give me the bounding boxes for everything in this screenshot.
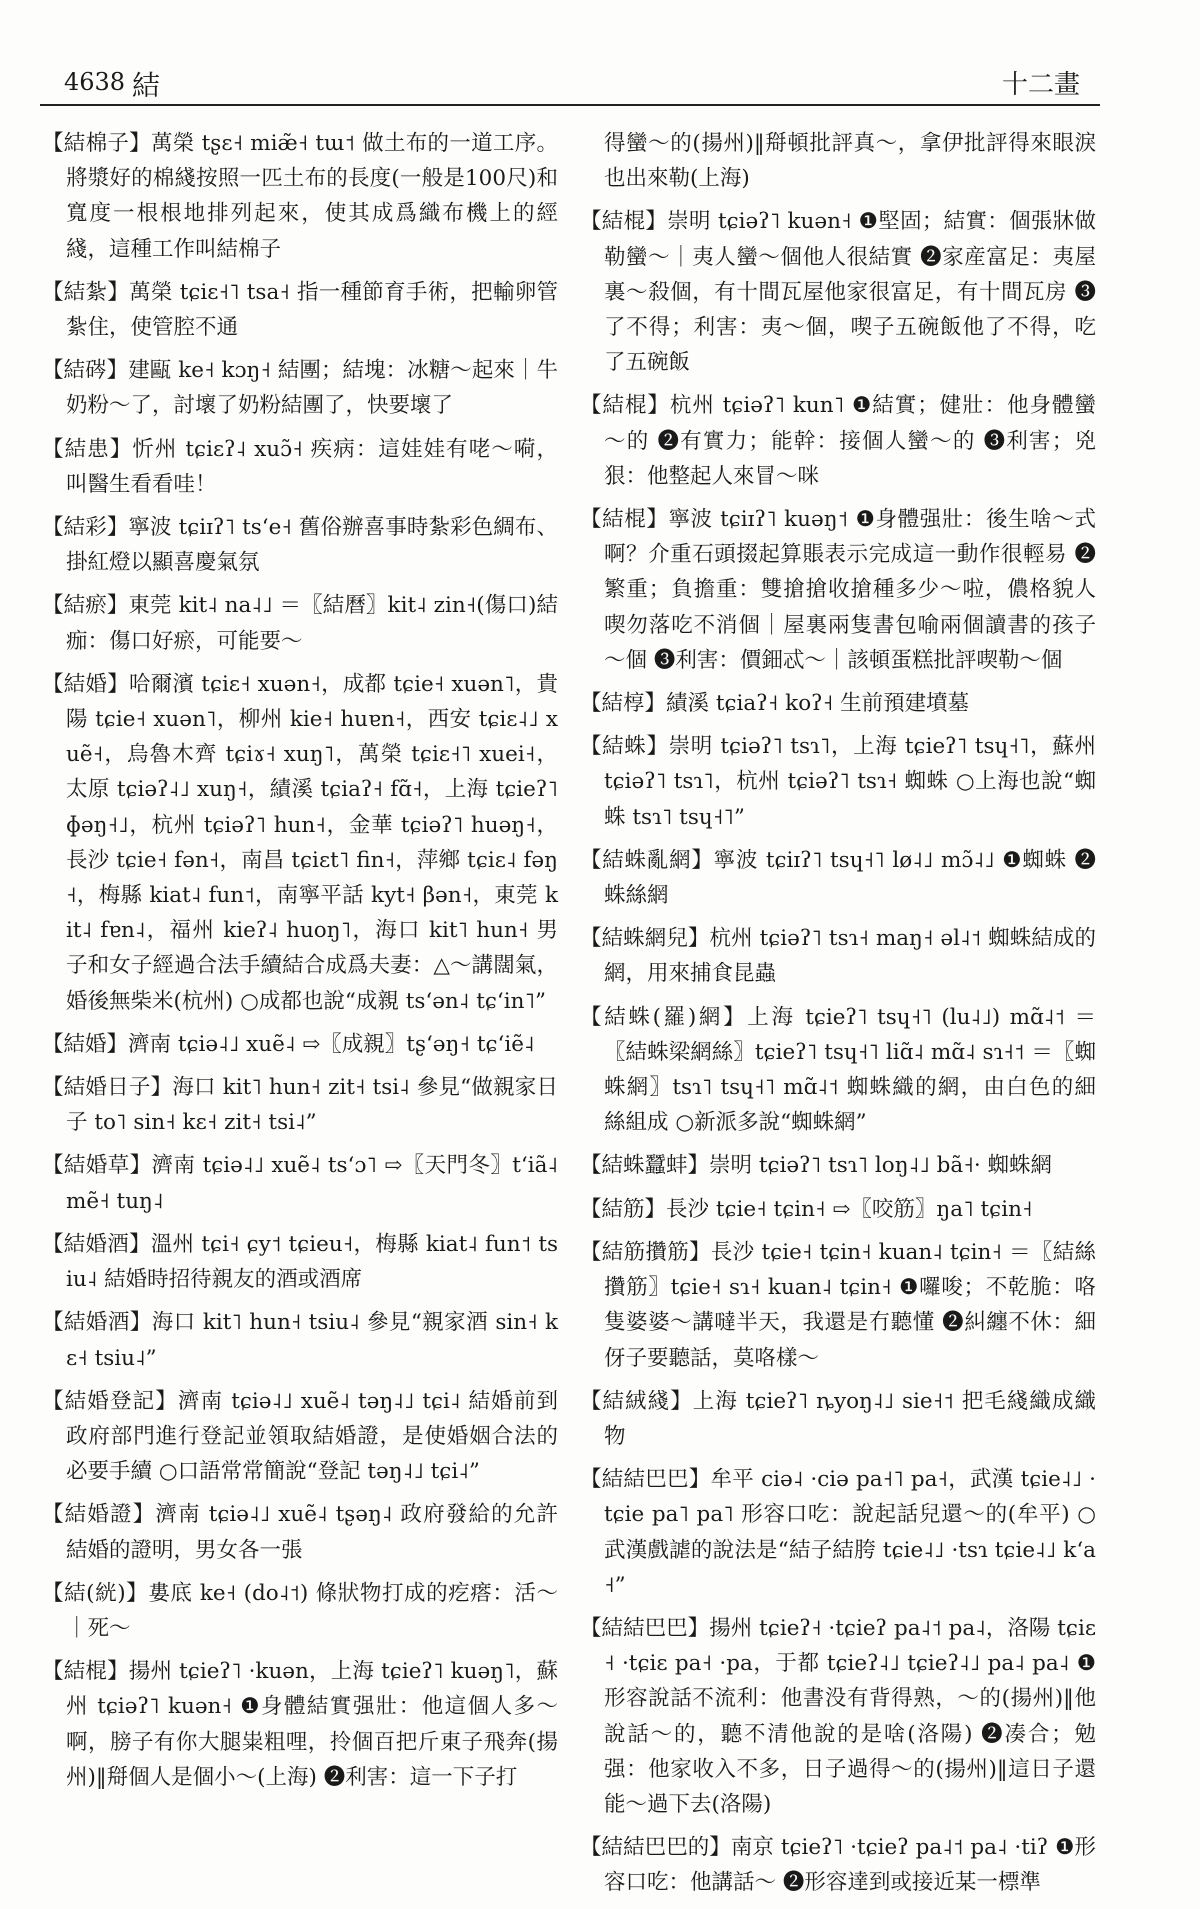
dictionary-entry: 【結婚酒】海口 kit˥ hun˧ tsiu˨ 參見“親家酒 sin˧ kɛ˧ tsiu˨” [42,1310,558,1371]
stroke-section: 十二畫 [1001,70,1080,100]
dictionary-entry: 【結椁】績溪 tɕiaʔ˧ koʔ˧ 生前預建墳墓 [580,691,970,717]
dictionary-entry: 【結(絖)】婁底 ke˧ (do˨˦) 條狀物打成的疙瘩：活～｜死～ [42,1580,558,1641]
right-column [580,126,1096,1909]
dictionary-entry: 【結婚登記】濟南 tɕiə˨˩ xuẽ˨ təŋ˨˩ tɕi˨ 結婚前到政府部門進行登記並領取結婚證，是使婚姻合法的必要手續 ○口語常常簡說“登記 təŋ˨˩ tɕi˨” [42,1388,558,1485]
dictionary-entry: 【結婚日子】海口 kit˥ hun˧ zit˧ tsi˨ 參見“做親家日子 to˥ sin˧ kɛ˧ zit˧ tsi˨” [42,1075,558,1136]
dictionary-entry: 【結棍】崇明 tɕiəʔ˥ kuən˧ ❶堅固；結實：個張牀做勒蠻～｜夷人蠻～個他人很結實 ❷家産富足：夷屋裏～殺個，有十間瓦屋他家很富足，有十間瓦房 ❸了不得；利害：夷～個，喫子五碗飯他了不得，吃了五碗飯 [580,209,1096,376]
dictionary-entry: 【結紮】萬榮 tɕiɛ˧˥ tsa˧ 指一種節育手術，把輸卵管紮住，使管腔不通 [42,279,558,341]
dictionary-entry: 【結棍】杭州 tɕiəʔ˥ kun˥ ❶結實；健壯：他身體蠻～的 ❷有實力；能幹：接個人蠻～的 ❸利害；兇狠：他整起人來冒～咪 [580,393,1096,489]
dictionary-entry: 【結婚酒】溫州 tɕi˧ ɕy˦ tɕieu˧，梅縣 kiat˨ fun˦ tsiu˨ 結婚時招待親友的酒或酒席 [42,1231,558,1293]
dictionary-entry: 【結結巴巴的】南京 tɕieʔ˥ ·tɕieʔ pa˨˦ pa˨ ·tiʔ ❶形容口吃：他講話～ ❷形容達到或接近某一標準 [580,1835,1096,1896]
dictionary-entry: 【結棉子】萬榮 tʂɛ˧ miæ̃˧ tɯ˦ 做土布的一道工序。將漿好的棉綫按照一匹土布的長度(一般是100尺)和寬度一根根地排列起來，使其成爲織布機上的經綫，這種工作叫結棉子 [42,131,558,262]
dictionary-entry: 【結婚】哈爾濱 tɕiɛ˧ xuən˧，成都 tɕie˧ xuən˥，貴陽 tɕie˧ xuən˥，柳州 kie˧ huɐn˧，西安 tɕiɛ˨˩ xuẽ˧，烏魯木齊 tɕiɤ˧ xuŋ˥，萬榮 tɕiɛ˧˥ xuei˧，太原 tɕiəʔ˨˩ xuŋ˧，績溪 tɕiaʔ˧ fɑ̃˧，上海 tɕieʔ˥ ɸəŋ˧˩，杭州 tɕiəʔ˥ hun˧，金華 tɕiəʔ˥ huəŋ˧，長沙 tɕie˧ fən˧，南昌 tɕiɛt˥ fin˧，萍鄉 tɕiɛ˨ fəŋ˧，梅縣 kiat˨ fun˦，南寧平話 kyt˧ βən˧，東莞 kit˨ fɐn˨，福州 kieʔ˨ huoŋ˥，海口 kit˥ hun˧ 男子和女子經過合法手續結合成爲夫妻：△～講闊氣，婚後無柴米(杭州) ○成都也說“成親 tsʻən˨ tɕʻin˥” [42,671,558,1014]
dictionary-entry: 【結婚】濟南 tɕiə˨˩ xuẽ˨ ⇨〖成親〗tʂʻəŋ˧ tɕʻiẽ˨ [42,1031,535,1057]
dictionary-entry: 【結硶】建甌 ke˧ kɔŋ˧ 結團；結塊：冰糖～起來｜牛奶粉～了，討壞了奶粉結團了，快要壞了 [42,358,558,419]
left-column [42,126,558,1803]
dictionary-entry: 【結婚證】濟南 tɕiə˨˩ xuẽ˨ tʂəŋ˨ 政府發給的允許結婚的證明，男女各一張 [42,1502,558,1563]
dictionary-entry: 【結患】忻州 tɕiɛʔ˨ xuɔ̃˧ 疾病：這娃娃有咾～嗬，叫醫生看看哇！ [42,436,558,497]
dictionary-entry: 【結蛛亂網】寧波 tɕiɪʔ˥ tsɥ˧˥ lø˨˩ mɔ̃˨˩ ❶蜘蛛 ❷蛛絲網 [580,847,1096,909]
dictionary-entry: 【結蛛網兒】杭州 tɕiəʔ˥ tsɿ˧ maŋ˧ əl˨˦ 蜘蛛結成的網，用來捕食昆蟲 [580,926,1096,987]
dictionary-entry: 【結結巴巴】牟平 ciə˨ ·ciə pa˧˥ pa˧，武漢 tɕie˨˩ ·tɕie pa˥ pa˥ 形容口吃：說起話兒還～的(牟平) ○武漢戲謔的說法是“結子結胯 tɕie˨˩ ·tsɿ tɕie˨˩ kʻa˧” [580,1467,1096,1598]
running-headword: 結 [132,69,161,102]
dictionary-entry: 【結絨綫】上海 tɕieʔ˥ ȵyoŋ˨˩ sie˧˦ 把毛綫織成織物 [580,1388,1096,1449]
dictionary-entry: 【結蛛蠶蚌】崇明 tɕiəʔ˥ tsɿ˥ loŋ˨˩ bã˧· 蜘蛛網 [580,1153,1052,1179]
dictionary-entry: 【結棍】揚州 tɕieʔ˥ ·kuən，上海 tɕieʔ˥ kuəŋ˥，蘇州 tɕiəʔ˥ kuən˧ ❶身體結實强壯：他這個人多～啊，膀子有你大腿粜粗哩，拎個百把斤東子飛奔(揚州)‖搿個人是個小～(上海) ❷利害：這一下子打 [42,1659,558,1790]
dictionary-entry: 【結筋攢筋】長沙 tɕie˧ tɕin˧ kuan˨ tɕin˧ ＝〖結絲攢筋〗tɕie˧ sɿ˧ kuan˨ tɕin˧ ❶囉唆；不乾脆：咯隻婆婆～講噠半天，我還是冇聽懂 ❷糾纏不休：細伢子要聽話，莫咯樣～ [580,1239,1096,1371]
dictionary-entry: 【結蛛】崇明 tɕiəʔ˥ tsɿ˥，上海 tɕieʔ˥ tsɥ˧˥，蘇州 tɕiəʔ˥ tsɿ˥，杭州 tɕiəʔ˥ tsɿ˧ 蜘蛛 ○上海也說“蜘蛛 tsɿ˥ tsɥ˧˥” [580,734,1096,830]
dictionary-entry: 【結彩】寧波 tɕiɪʔ˥ tsʻe˧ 舊俗辦喜事時紮彩色綢布、掛紅燈以顯喜慶氣氛 [42,515,558,576]
page-header [40,60,1100,106]
page-number: 4638 [64,68,126,96]
dictionary-entry: 【結棍】寧波 tɕiɪʔ˥ kuəŋ˦ ❶身體强壯：後生啥～式啊？介重石頭掇起算賬表示完成這一動作很輕易 ❷繁重；負擔重：雙搶搶收搶種多少～啦，儂格貌人喫勿落吃不消個｜屋裏兩隻書包喻兩個讀書的孩子～個 ❸利害：價鈿忒～｜該頓蛋糕批評喫勒～個 [580,507,1096,673]
dictionary-entry: 【結筋】長沙 tɕie˧ tɕin˧ ⇨〖咬筋〗ŋa˥ tɕin˧ [580,1196,1033,1222]
dictionary-entry: 【結婚草】濟南 tɕiə˨˩ xuẽ˨ tsʻɔ˥ ⇨〖天門冬〗tʻiã˨ mẽ˧ tuŋ˨ [42,1153,558,1214]
dictionary-entry: 【結蛛(羅)網】上海 tɕieʔ˥ tsɥ˧˥ (lu˨˩) mɑ̃˨˦ ＝〖結蛛梁網絲〗tɕieʔ˥ tsɥ˧˥ liɑ̃˨ mɑ̃˨ sɿ˧˦ ＝〖蜘蛛網〗tsɿ˥ tsɥ˧˥ mɑ̃˨˦ 蜘蛛織的網，由白色的細絲組成 ○新派多說“蜘蛛網” [580,1004,1096,1136]
entry-continuation: 得蠻～的(揚州)‖搿頓批評真～，拿伊批評得來眼淚也出來勒(上海) [604,131,1096,192]
dictionary-entry: 【結瘀】東莞 kit˨ na˨˩ ＝〖結曆〗kit˨ zin˧(傷口)結痂：傷口好瘀，可能要～ [42,593,558,654]
dictionary-entry: 【結結巴巴】揚州 tɕieʔ˧ ·tɕieʔ pa˨˦ pa˨，洛陽 tɕiɛ˧ ·tɕiɛ pa˧ ·pa，于都 tɕieʔ˨˩ tɕieʔ˨˩ pa˨ pa˨ ❶形容說話不流利：他書没有背得熟，～的(揚州)‖他說話～的，聽不清他說的是啥(洛陽) ❷凑合；勉强：他家收入不多，日子過得～的(揚州)‖這日子還能～過下去(洛陽) [580,1615,1096,1817]
